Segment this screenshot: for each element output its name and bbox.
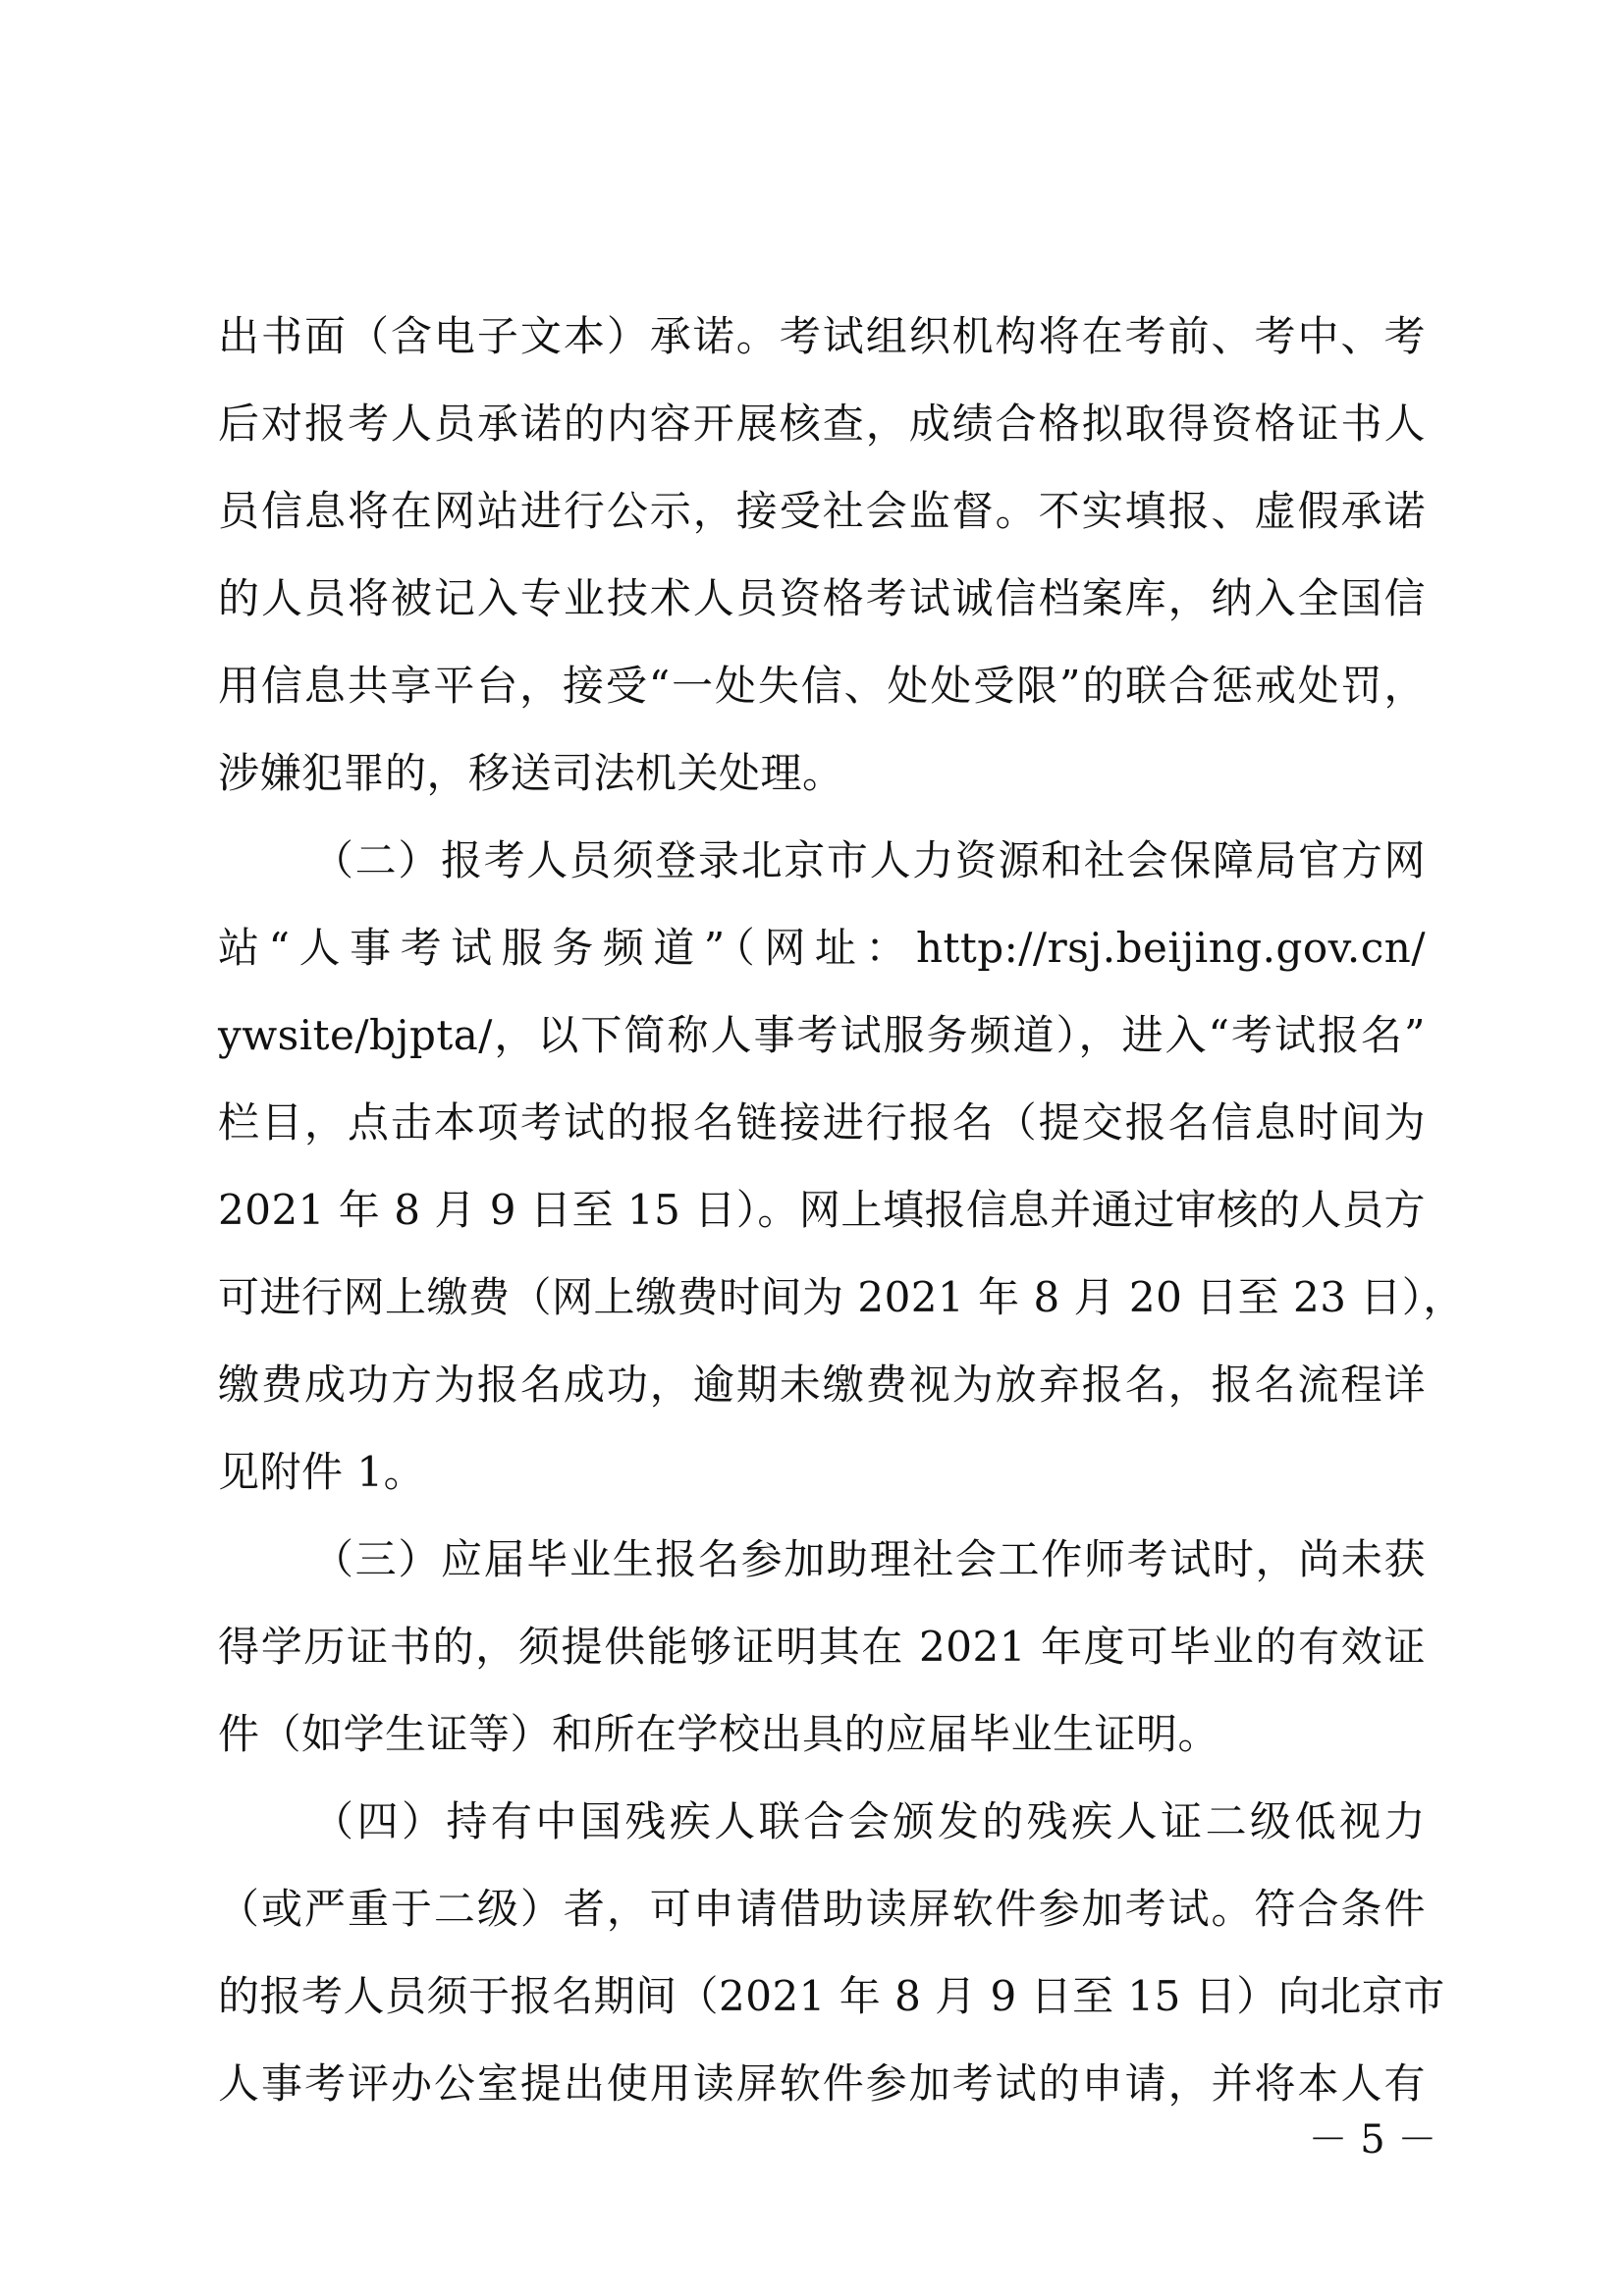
paragraph-line: 用信息共享平台，接受“一处失信、处处受限”的联合惩戒处罚， [218, 662, 1426, 710]
paragraph-line: 后对报考人员承诺的内容开展核查，成绩合格拟取得资格证书人 [218, 400, 1426, 448]
paragraph-line: 出书面（含电子文本）承诺。考试组织机构将在考前、考中、考 [218, 312, 1426, 360]
paragraph-line: 缴费成功方为报名成功，逾期未缴费视为放弃报名，报名流程详 [218, 1361, 1426, 1409]
paragraph-line: 件（如学生证等）和所在学校出具的应届毕业生证明。 [218, 1710, 1220, 1758]
paragraph-line: （二）报考人员须登录北京市人力资源和社会保障局官方网 [312, 836, 1426, 884]
paragraph-line: 的报考人员须于报名期间（2021 年 8 月 9 日至 15 日）向北京市 [218, 1972, 1445, 2020]
paragraph-line: 的人员将被记入专业技术人员资格考试诚信档案库，纳入全国信 [218, 574, 1426, 622]
paragraph-line: 见附件 1。 [218, 1448, 426, 1496]
paragraph-line: （四）持有中国残疾人联合会颁发的残疾人证二级低视力 [312, 1797, 1426, 1845]
paragraph-line: 2021 年 8 月 9 日至 15 日）。网上填报信息并通过审核的人员方 [218, 1186, 1426, 1234]
paragraph-line: 得学历证书的，须提供能够证明其在 2021 年度可毕业的有效证 [218, 1623, 1426, 1671]
paragraph-line: （三）应届毕业生报名参加助理社会工作师考试时，尚未获 [312, 1535, 1426, 1583]
paragraph-line: 可进行网上缴费（网上缴费时间为 2021 年 8 月 20 日至 23 日）， [218, 1273, 1465, 1321]
page-number: － 5 － [1308, 2117, 1437, 2163]
paragraph-line: 栏目，点击本项考试的报名链接进行报名（提交报名信息时间为 [218, 1098, 1426, 1147]
paragraph-line: 站“人事考试服务频道”（网址：http://rsj.beijing.gov.cn/ [218, 924, 1426, 972]
paragraph-line: （或严重于二级）者，可申请借助读屏软件参加考试。符合条件 [218, 1885, 1426, 1933]
paragraph-line: 人事考评办公室提出使用读屏软件参加考试的申请，并将本人有 [218, 2059, 1426, 2108]
paragraph-line: 涉嫌犯罪的，移送司法机关处理。 [218, 749, 844, 797]
paragraph-line: ywsite/bjpta/，以下简称人事考试服务频道），进入“考试报名” [218, 1011, 1426, 1059]
paragraph-line: 员信息将在网站进行公示，接受社会监督。不实填报、虚假承诺 [218, 487, 1426, 535]
